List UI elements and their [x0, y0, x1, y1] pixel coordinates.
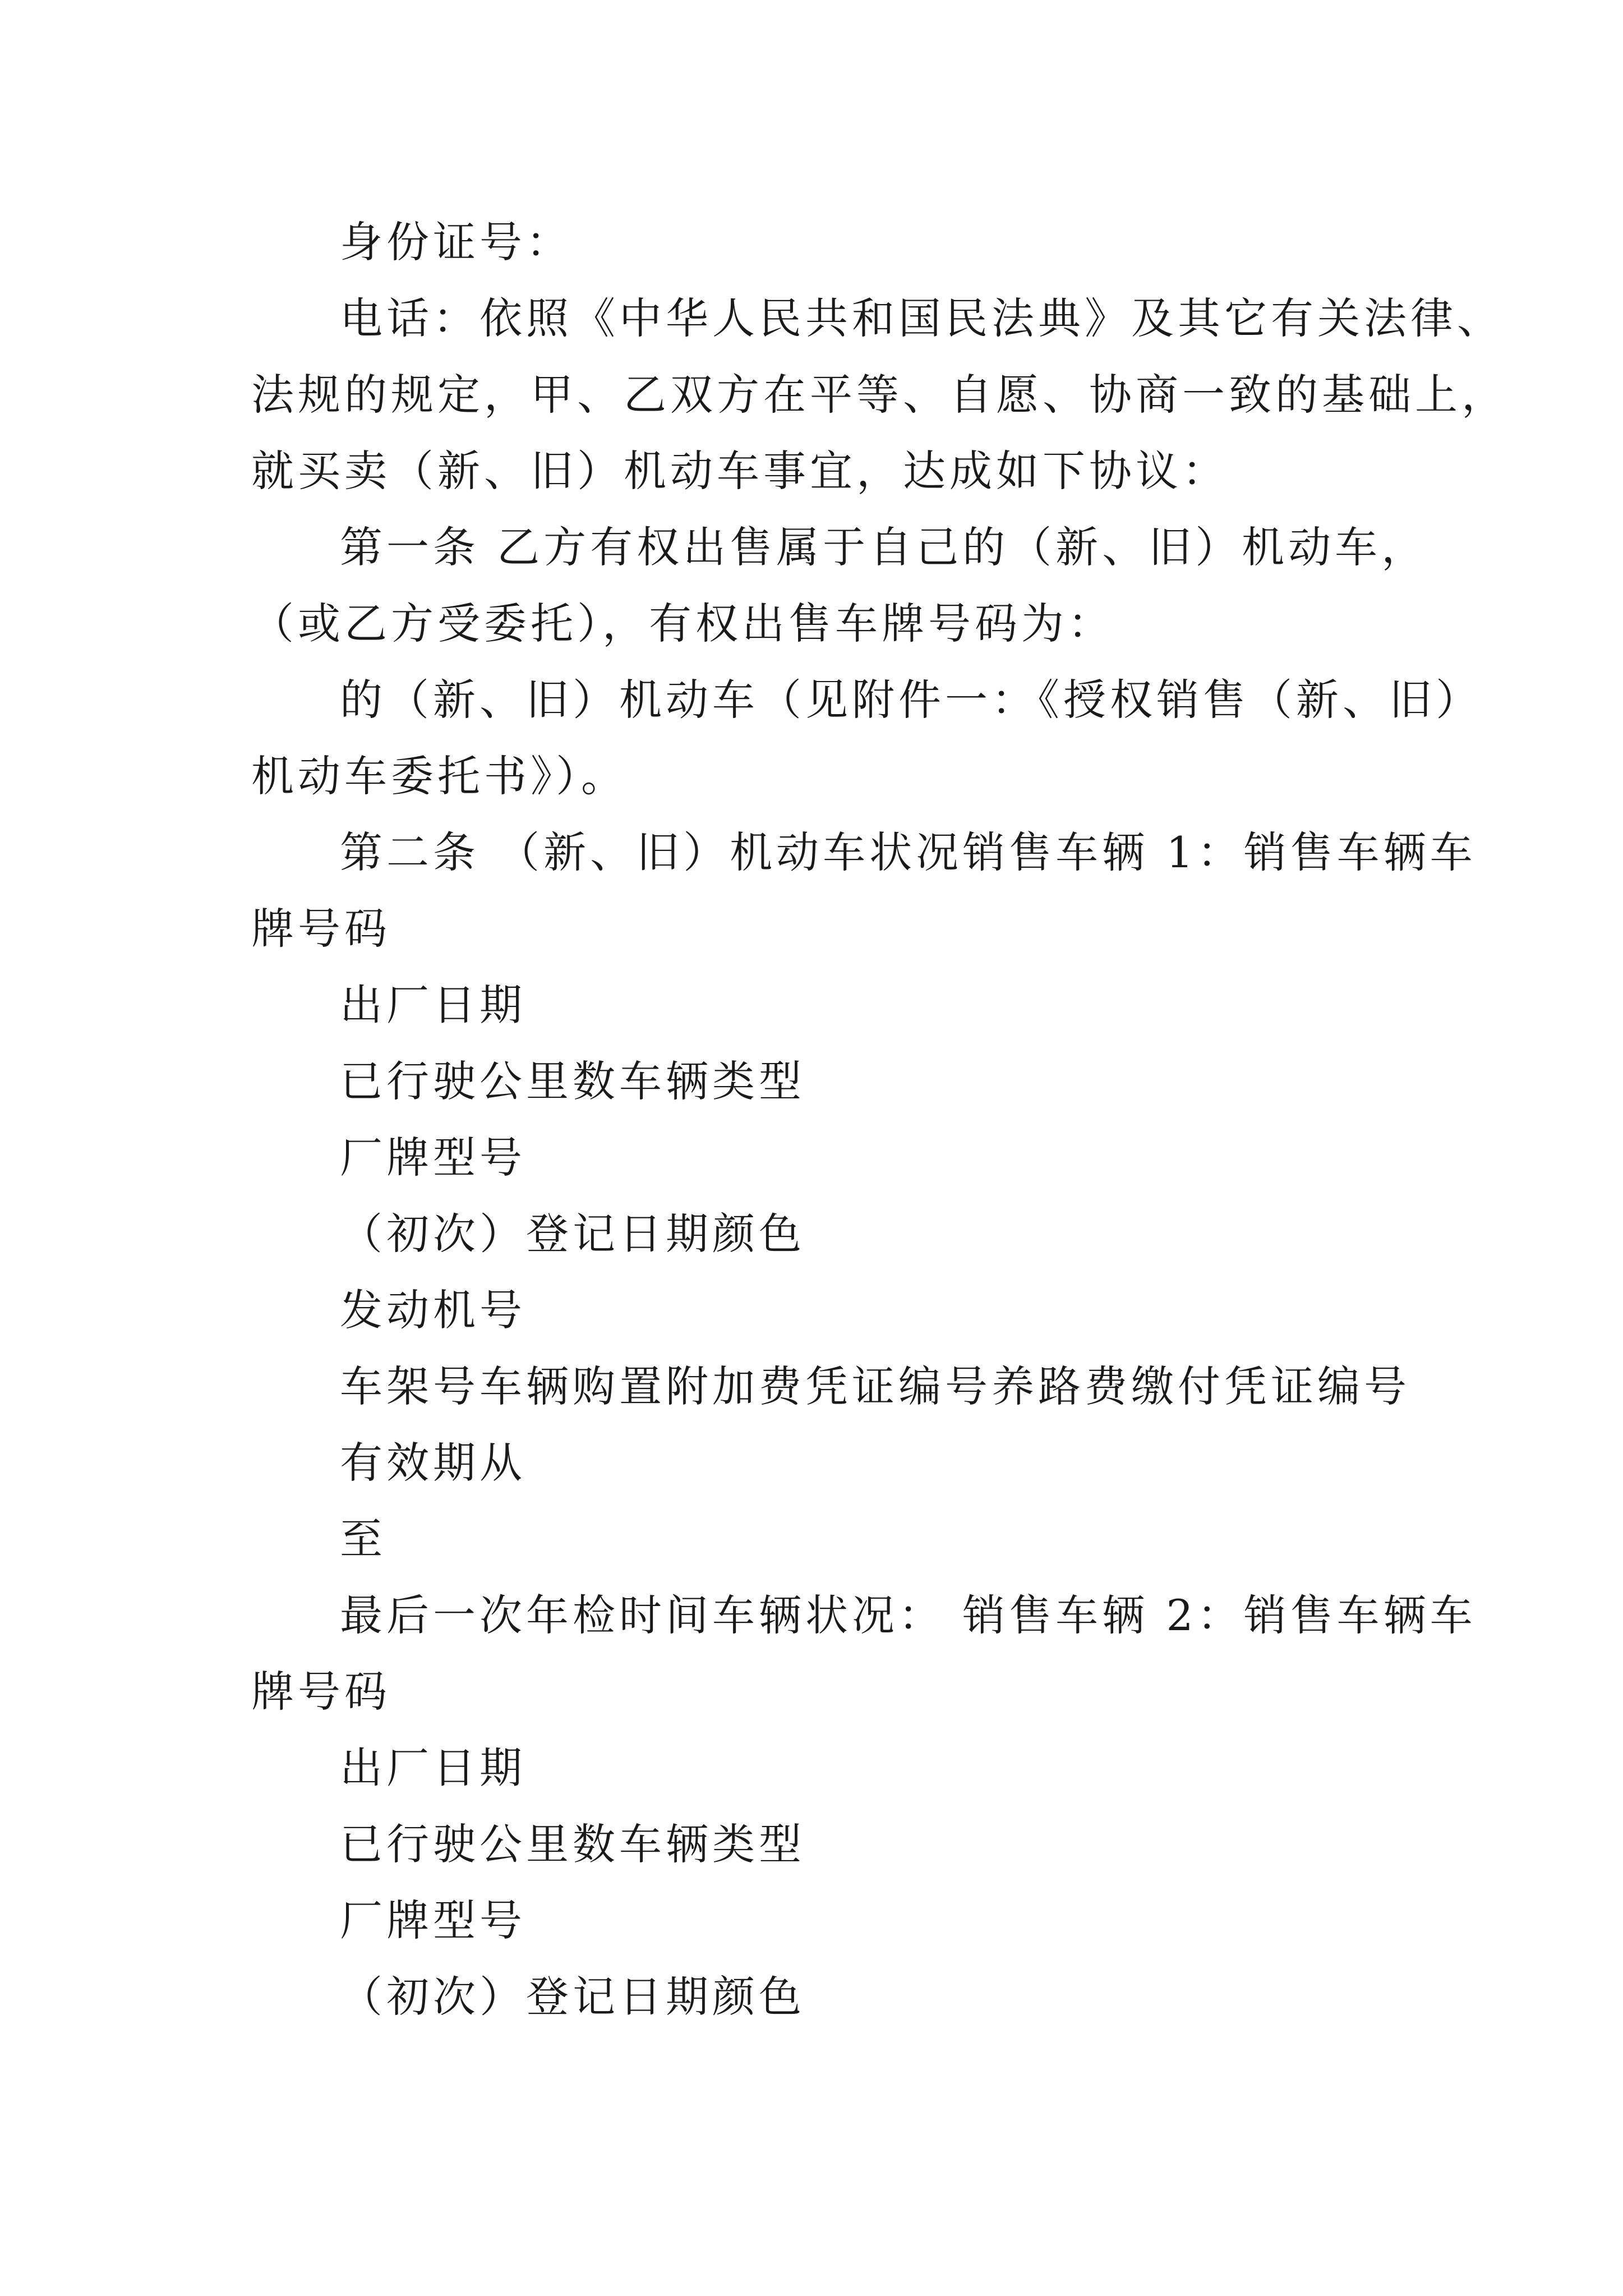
id-number-line: 身份证号：: [340, 217, 573, 267]
paragraph-line: 机动车委托书》）。: [251, 751, 628, 801]
field-line: 出厂日期: [340, 1743, 526, 1793]
field-line: （初次）登记日期颜色: [340, 1209, 805, 1259]
paragraph-line: 法规的规定，甲、乙双方在平等、自愿、协商一致的基础上，: [251, 370, 1508, 420]
paragraph-line: 牌号码: [251, 904, 391, 954]
field-line: 最后一次年检时间车辆状况： 销售车辆 2：销售车辆车: [340, 1590, 1477, 1640]
field-line: 发动机号: [340, 1285, 526, 1335]
field-line: 至: [340, 1514, 386, 1564]
field-line: 厂牌型号: [340, 1133, 526, 1182]
paragraph-line: 的（新、旧）机动车（见附件一：《授权销售（新、旧）: [340, 675, 1482, 725]
paragraph-line: 牌号码: [251, 1667, 391, 1717]
field-line: 已行驶公里数车辆类型: [340, 1056, 805, 1106]
article-one-line: 第一条 乙方有权出售属于自己的（新、旧）机动车，: [340, 522, 1428, 572]
paragraph-line: （或乙方受委托），有权出售车牌号码为：: [251, 599, 1114, 648]
field-line: 出厂日期: [340, 980, 526, 1030]
paragraph-line: 就买卖（新、旧）机动车事宜，达成如下协议：: [251, 446, 1229, 496]
field-line: 厂牌型号: [340, 1895, 526, 1945]
field-line: 有效期从: [340, 1438, 526, 1488]
field-line: 车架号车辆购置附加费凭证编号养路费缴付凭证编号: [340, 1361, 1410, 1411]
paragraph-line: 电话：依照《中华人民共和国民法典》及其它有关法律、: [340, 293, 1504, 343]
article-two-line: 第二条 （新、旧）机动车状况销售车辆 1：销售车辆车: [340, 827, 1477, 877]
field-line: （初次）登记日期颜色: [340, 1972, 805, 2022]
field-line: 已行驶公里数车辆类型: [340, 1819, 805, 1869]
